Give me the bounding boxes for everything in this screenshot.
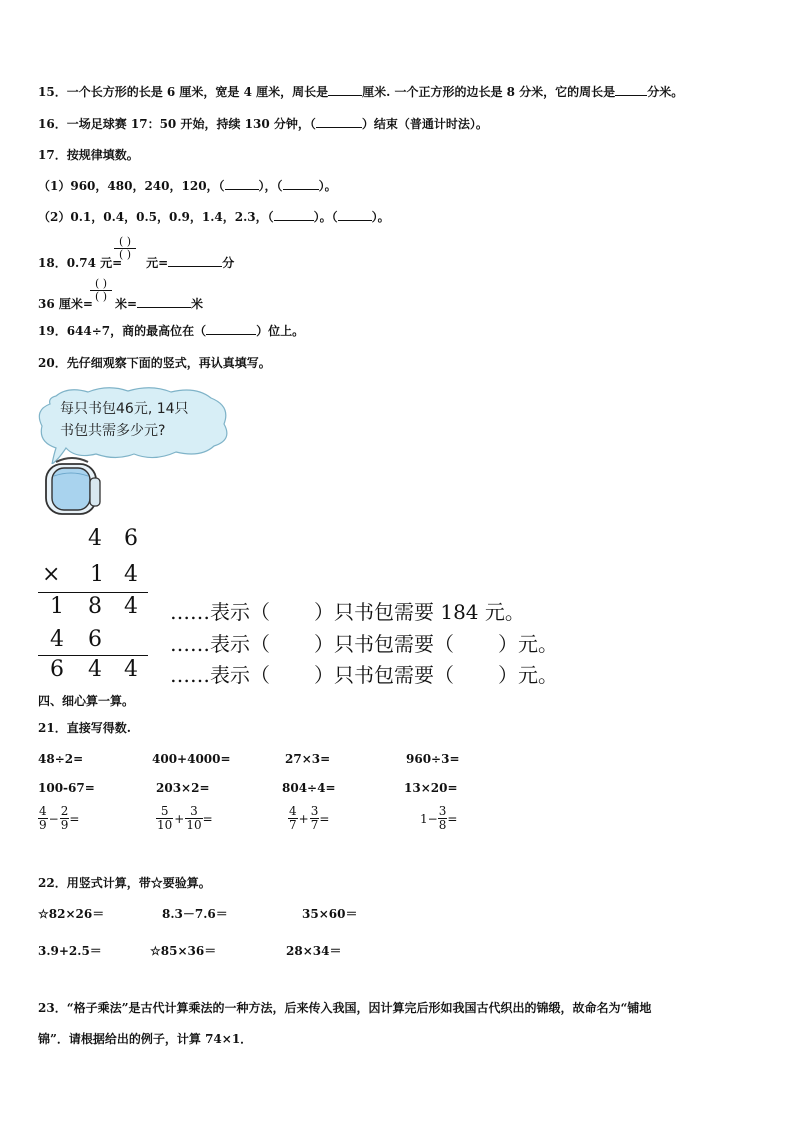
frac-2-op: + xyxy=(174,811,185,826)
q17-part2-sep: ）。（ xyxy=(313,210,338,224)
explain-2-text-a: ……表示（ xyxy=(170,632,270,656)
explain-2-text-b: ）只书包需要（ xyxy=(314,632,454,656)
q21-r2-c3: 804÷4= xyxy=(282,781,336,795)
q18-a-text-2: 元= xyxy=(146,256,169,270)
explain-line-2 xyxy=(170,628,558,657)
q17-part1-text: （1）960，480，240，120，（ xyxy=(38,179,225,193)
q17-part1-end: ）。 xyxy=(318,179,337,193)
q18-a-unit: 分 xyxy=(222,256,235,270)
frac-4b: $\frac{3}{8}$ xyxy=(438,804,447,832)
q16-text-2: ）结束（普通计时法）。 xyxy=(361,117,488,131)
q17-part2-blank-1[interactable] xyxy=(274,209,314,221)
q18-line-b xyxy=(38,296,203,312)
calc-r5-d1: 6 xyxy=(50,657,64,682)
calc-rule-1 xyxy=(38,592,148,593)
explain-line-1 xyxy=(170,596,525,625)
q21-frac-3 xyxy=(288,805,329,832)
backpack-icon xyxy=(40,454,104,518)
q21-r1-c2: 400+4000= xyxy=(152,752,231,766)
calc-r3-d3: 4 xyxy=(124,594,138,619)
frac-3a: $\frac{4}{7}$ xyxy=(289,804,297,832)
q21-r2-c1: 100-67= xyxy=(38,781,95,795)
q17-part-1 xyxy=(38,178,337,194)
calc-r1-d1: 4 xyxy=(88,526,102,551)
explain-3-text-c: ）元。 xyxy=(498,663,558,687)
frac-3b: $\frac{3}{7}$ xyxy=(310,804,319,832)
q19-blank[interactable] xyxy=(206,323,256,335)
q20-title-text: 先仔细观察下面的竖式，再认真填写。 xyxy=(66,356,271,370)
frac-2b: $\frac{3}{10}$ xyxy=(186,804,202,832)
q16-text-1: 一场足球赛 17：50 开始，持续 130 分钟，（ xyxy=(66,117,316,131)
q17-title-text: 按规律填数。 xyxy=(66,148,139,162)
q17-number: 17． xyxy=(38,148,67,162)
q17-part1-sep: ），（ xyxy=(258,179,283,193)
explain-2-text-c: ）元。 xyxy=(498,632,558,656)
calc-r2-d1: 1 xyxy=(90,562,104,587)
q17-part1-blank-2[interactable] xyxy=(283,178,319,190)
frac-4-whole: 1− xyxy=(420,811,438,826)
calc-r4-d2: 6 xyxy=(88,627,102,652)
explain-3-text-b: ）只书包需要（ xyxy=(314,663,454,687)
q20-title xyxy=(38,355,271,371)
q18-number: 18． xyxy=(38,256,67,270)
q15-blank-2[interactable] xyxy=(615,84,647,96)
q17-part2-end: ）。 xyxy=(371,210,390,224)
calc-r2-d2: 4 xyxy=(124,562,138,587)
q18-fraction-a-top: ( ) xyxy=(114,236,136,249)
explain-1-text-b: ）只书包需要 184 元。 xyxy=(314,600,525,624)
q22-r2-c1: 3.9+2.5＝ xyxy=(38,944,102,958)
q22-r1-c3: 35×60＝ xyxy=(302,907,358,921)
q19-line xyxy=(38,323,304,339)
q15-blank-1[interactable] xyxy=(328,84,362,96)
frac-1b: $\frac{2}{9}$ xyxy=(60,804,69,832)
calc-r5-d3: 4 xyxy=(124,657,138,682)
q18-b-unit: 米 xyxy=(191,297,204,311)
calc-r5-d2: 4 xyxy=(88,657,102,682)
frac-1-eq: = xyxy=(69,811,80,826)
q22-r1-c2: 8.3－7.6＝ xyxy=(162,907,228,921)
q22-r1-c1: ☆82×26＝ xyxy=(38,907,105,921)
calc-times-sign: × xyxy=(42,562,61,587)
q23-number: 23． xyxy=(38,1001,67,1015)
q15-number: 15． xyxy=(38,85,67,99)
q21-r2-c4: 13×20= xyxy=(404,781,458,795)
bubble-text-2: 书包共需多少元? xyxy=(60,423,166,439)
q18-fraction-b[interactable]: ( ) ( ) xyxy=(90,278,112,303)
q15-text-3: 分米。 xyxy=(647,85,684,99)
frac-1a: $\frac{4}{9}$ xyxy=(39,804,47,832)
q21-r1-c4: 960÷3= xyxy=(406,752,460,766)
q22-title xyxy=(38,875,211,891)
explain-line-3 xyxy=(170,659,558,688)
q17-part-2 xyxy=(38,209,390,225)
bubble-text-1: 每只书包46元, 14只 xyxy=(60,401,189,417)
q16-blank[interactable] xyxy=(316,116,362,128)
q23-line-2: 锦”．请根据给出的例子，计算 74×1． xyxy=(38,1032,253,1046)
q21-number: 21． xyxy=(38,721,67,735)
frac-1-op: − xyxy=(48,811,59,826)
q16-number: 16． xyxy=(38,117,67,131)
section-4-title: 四、细心算一算。 xyxy=(38,694,135,708)
q18-a-blank[interactable] xyxy=(168,255,222,267)
q15-line xyxy=(38,84,683,100)
calc-r3-d2: 8 xyxy=(88,594,102,619)
q21-frac-1 xyxy=(38,805,79,832)
q18-b-text-1: 36 厘米= xyxy=(38,297,93,311)
q22-title-text: 用竖式计算，带☆要验算。 xyxy=(66,876,211,890)
frac-3-op: + xyxy=(298,811,309,826)
q22-r2-c2: ☆85×36＝ xyxy=(150,944,217,958)
q22-number: 22． xyxy=(38,876,67,890)
q18-fraction-a[interactable]: ( ) ( ) xyxy=(114,236,136,261)
q20-number: 20． xyxy=(38,356,67,370)
frac-2a: $\frac{5}{10}$ xyxy=(157,804,173,832)
q18-a-text-1: 0.74 元= xyxy=(66,256,123,270)
q17-part2-blank-2[interactable] xyxy=(338,209,372,221)
q21-frac-2 xyxy=(156,805,213,832)
q18-b-text-2: 米= xyxy=(114,297,137,311)
q18-b-blank[interactable] xyxy=(137,296,191,308)
frac-4-eq: = xyxy=(447,811,458,826)
q22-r2-c3: 28×34＝ xyxy=(286,944,342,958)
q19-text-1: 644÷7，商的最高位在（ xyxy=(66,324,207,338)
q18-line-a xyxy=(38,255,234,271)
calc-rule-2 xyxy=(38,655,148,656)
calc-r4-d1: 4 xyxy=(50,627,64,652)
q19-text-2: ）位上。 xyxy=(256,324,305,338)
q19-number: 19． xyxy=(38,324,67,338)
q18-fraction-b-top: ( ) xyxy=(90,278,112,291)
calc-r3-d1: 1 xyxy=(50,594,64,619)
q15-text-1: 一个长方形的长是 6 厘米，宽是 4 厘米，周长是 xyxy=(66,85,329,99)
q16-line xyxy=(38,116,488,132)
q17-part1-blank-1[interactable] xyxy=(225,178,259,190)
q21-title xyxy=(38,720,131,736)
q17-title xyxy=(38,147,139,163)
q15-text-2: 厘米. 一个正方形的边长是 8 分米，它的周长是 xyxy=(362,85,616,99)
frac-2-eq: = xyxy=(202,811,213,826)
explain-3-text-a: ……表示（ xyxy=(170,663,270,687)
q21-r1-c1: 48÷2= xyxy=(38,752,84,766)
q23-text-1: “格子乘法”是古代计算乘法的一种方法，后来传入我国，因计算完后形如我国古代织出的锦缎，故命名为“铺地 xyxy=(66,1001,652,1015)
q21-r2-c2: 203×2= xyxy=(156,781,210,795)
q21-title-text: 直接写得数. xyxy=(66,721,131,735)
q17-part2-text: （2）0.1，0.4，0.5，0.9，1.4，2.3，（ xyxy=(38,210,274,224)
q21-r1-c3: 27×3= xyxy=(285,752,331,766)
q23-line-1 xyxy=(38,1000,651,1016)
frac-3-eq: = xyxy=(319,811,330,826)
q21-frac-4 xyxy=(420,805,457,832)
calc-r1-d2: 6 xyxy=(124,526,138,551)
explain-1-text-a: ……表示（ xyxy=(170,600,270,624)
